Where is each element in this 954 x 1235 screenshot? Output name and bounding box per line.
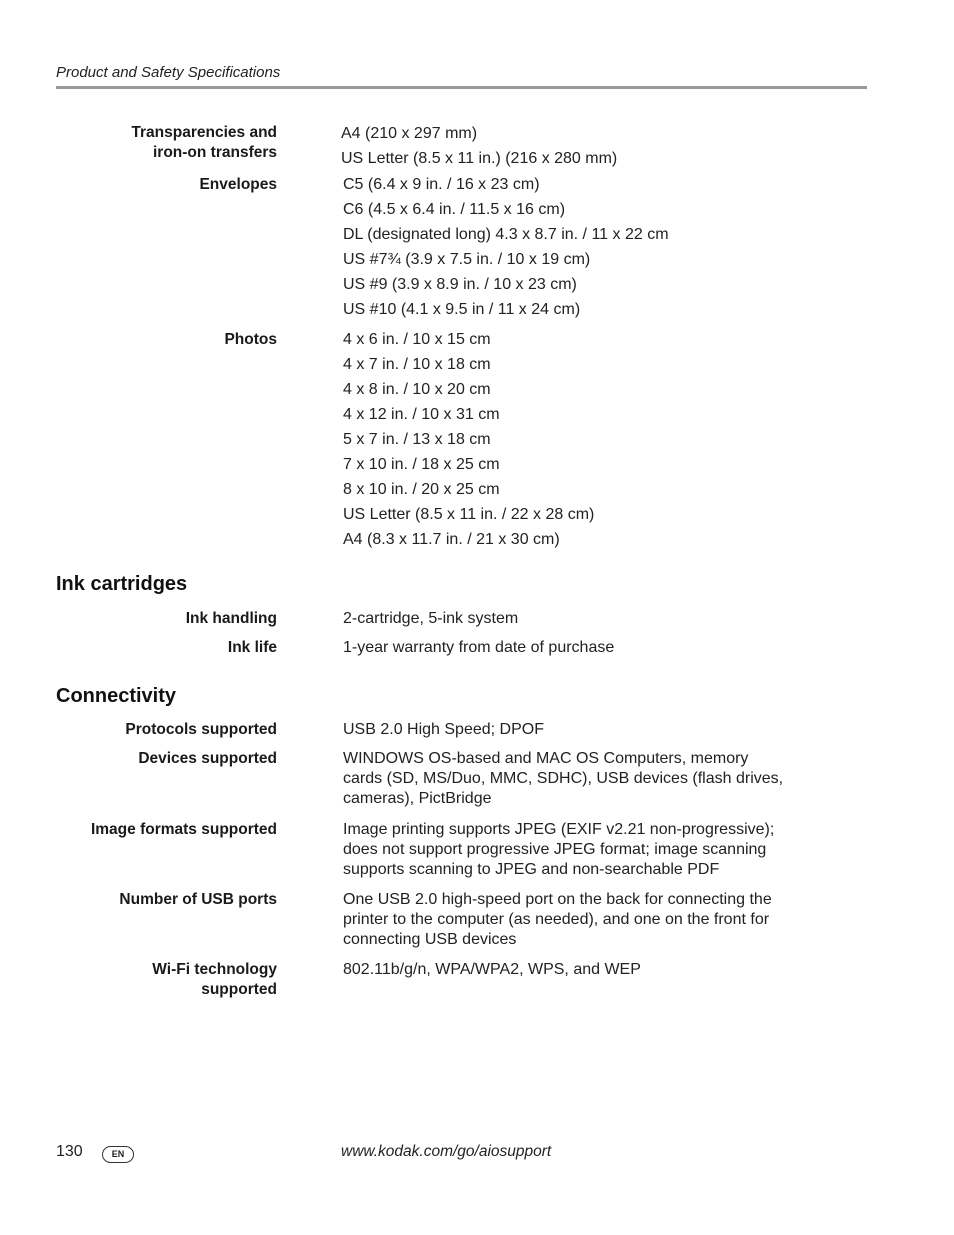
spec-value: One USB 2.0 high-speed port on the back for connecting the — [343, 891, 772, 908]
spec-value: cards (SD, MS/Duo, MMC, SDHC), USB devices (flash drives, — [343, 770, 784, 787]
spec-label — [0, 609, 277, 629]
spec-label — [0, 890, 277, 910]
footer-url[interactable]: www.kodak.com/go/aiosupport — [341, 1143, 552, 1160]
spec-label-line: Devices supported — [138, 750, 277, 767]
spec-values — [343, 960, 788, 980]
spec-label — [0, 123, 277, 163]
spec-values — [343, 635, 788, 660]
spec-value: USB 2.0 High Speed; DPOF — [343, 721, 544, 738]
spec-value: A4 (8.3 x 11.7 in. / 21 x 30 cm) — [343, 531, 560, 548]
spec-value: 7 x 10 in. / 18 x 25 cm — [343, 456, 500, 473]
spec-label — [0, 820, 277, 840]
spec-value: US #10 (4.1 x 9.5 in / 11 x 24 cm) — [343, 301, 581, 318]
spec-label-line: iron-on transfers — [152, 144, 277, 161]
spec-label-line: Transparencies and — [131, 124, 277, 141]
spec-label-line: supported — [201, 981, 277, 998]
spec-label-line: Envelopes — [199, 176, 277, 193]
language-badge: EN — [102, 1146, 134, 1163]
spec-value: 4 x 12 in. / 10 x 31 cm — [343, 406, 500, 423]
spec-value: US Letter (8.5 x 11 in.) (216 x 280 mm) — [341, 150, 618, 167]
spec-label — [0, 175, 277, 195]
spec-label-line: Ink life — [227, 639, 277, 656]
spec-label — [0, 638, 277, 658]
spec-value: 2-cartridge, 5-ink system — [343, 610, 519, 627]
spec-value: US #7¾ (3.9 x 7.5 in. / 10 x 19 cm) — [343, 251, 591, 268]
spec-label — [0, 960, 277, 1000]
spec-value: 4 x 7 in. / 10 x 18 cm — [343, 356, 491, 373]
section-heading-ink-cartridges: Ink cartridges — [56, 573, 188, 595]
spec-label-line: Image formats supported — [90, 821, 277, 838]
spec-label-line: Protocols supported — [125, 721, 277, 738]
spec-value: US #9 (3.9 x 8.9 in. / 10 x 23 cm) — [343, 276, 577, 293]
page-number: 130 — [56, 1143, 83, 1160]
spec-value: DL (designated long) 4.3 x 8.7 in. / 11 x 22 cm — [343, 226, 669, 243]
spec-value: supports scanning to JPEG and non-searchable PDF — [343, 861, 720, 878]
spec-value: C5 (6.4 x 9 in. / 16 x 23 cm) — [343, 176, 540, 193]
spec-value: 5 x 7 in. / 13 x 18 cm — [343, 431, 491, 448]
spec-label-line: Number of USB ports — [119, 891, 277, 908]
header-rule — [56, 86, 867, 89]
spec-value: WINDOWS OS-based and MAC OS Computers, memory — [343, 750, 749, 767]
spec-values — [343, 749, 788, 809]
spec-value: does not support progressive JPEG format; image scanning — [343, 841, 767, 858]
spec-values — [343, 720, 788, 740]
spec-label — [0, 330, 277, 350]
spec-value: A4 (210 x 297 mm) — [341, 125, 478, 142]
spec-label-line: Wi-Fi technology — [152, 961, 277, 978]
spec-values — [343, 327, 788, 552]
running-head: Product and Safety Specifications — [56, 64, 281, 81]
spec-value: C6 (4.5 x 6.4 in. / 11.5 x 16 cm) — [343, 201, 566, 218]
spec-value: 4 x 8 in. / 10 x 20 cm — [343, 381, 491, 398]
spec-values — [341, 121, 786, 171]
spec-value: 1-year warranty from date of purchase — [343, 639, 615, 656]
spec-value: 802.11b/g/n, WPA/WPA2, WPS, and WEP — [343, 961, 641, 978]
spec-values — [343, 172, 788, 322]
spec-value: cameras), PictBridge — [343, 790, 492, 807]
spec-values — [343, 820, 788, 880]
spec-value: 4 x 6 in. / 10 x 15 cm — [343, 331, 491, 348]
spec-value: Image printing supports JPEG (EXIF v2.21 non-progressive); — [343, 821, 775, 838]
spec-label — [0, 749, 277, 769]
spec-values — [343, 890, 788, 950]
spec-values — [343, 606, 788, 631]
spec-value: connecting USB devices — [343, 931, 517, 948]
spec-value: US Letter (8.5 x 11 in. / 22 x 28 cm) — [343, 506, 595, 523]
spec-value: 8 x 10 in. / 20 x 25 cm — [343, 481, 500, 498]
spec-value: printer to the computer (as needed), and one on the front for — [343, 911, 770, 928]
spec-label-line: Ink handling — [185, 610, 277, 627]
spec-label-line: Photos — [224, 331, 277, 348]
spec-label — [0, 720, 277, 740]
section-heading-connectivity: Connectivity — [56, 685, 177, 707]
